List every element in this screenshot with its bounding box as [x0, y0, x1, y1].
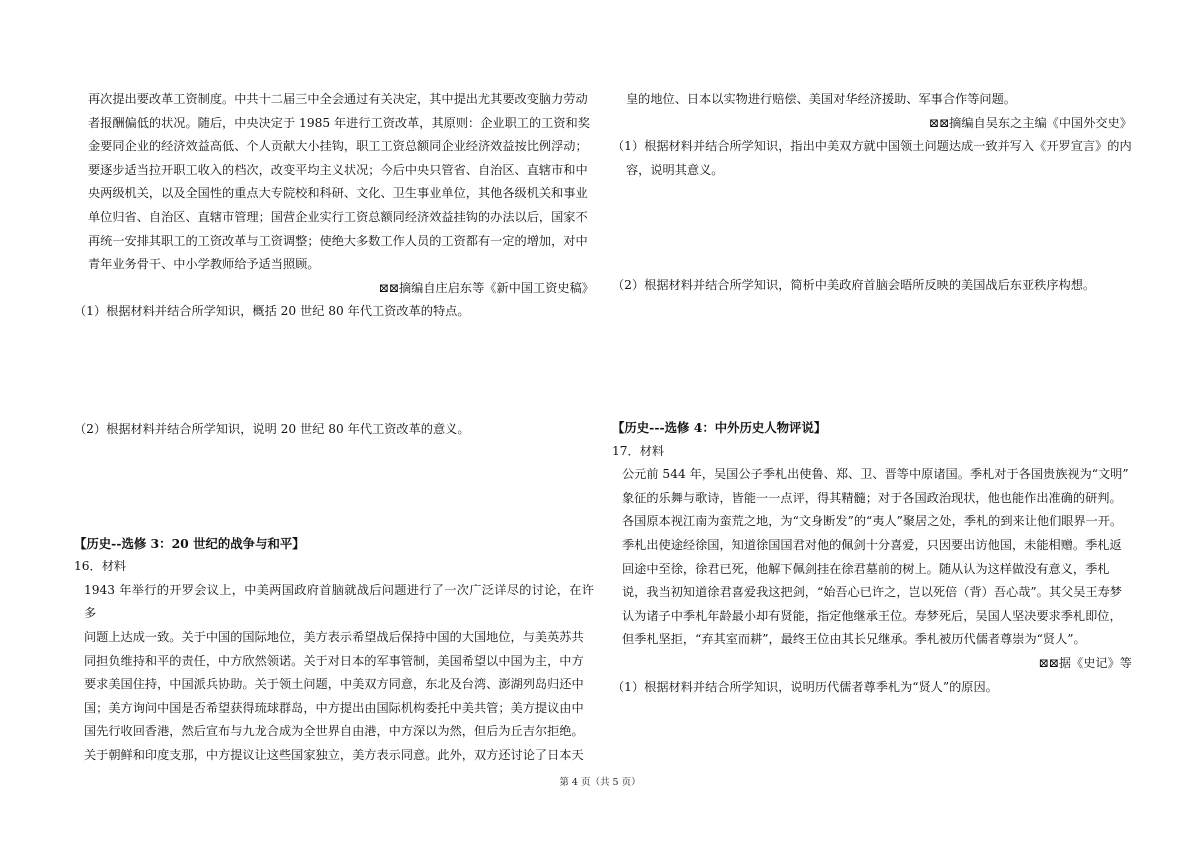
- right-column: [612, 88, 1132, 699]
- material-line: 关于朝鲜和印度支那，中方提议让这些国家独立，美方表示同意。此外，双方还讨论了日本天: [84, 747, 584, 762]
- material-line: 央两级机关，以及全国性的重点大专院校和科研、文化、卫生事业单位，其他各级机关和事业: [88, 186, 588, 201]
- section-title-elective-3: 【历史--选修 3：20 世纪的战争与和平】: [74, 535, 305, 551]
- section-title-elective-4: 【历史---选修 4：中外历史人物评说】: [612, 419, 827, 435]
- material-line: 回途中至徐，徐君已死，他解下佩剑挂在徐君墓前的树上。随从认为这样做没有意义，季札: [622, 561, 1110, 576]
- material-line: 要求美国住持，中国派兵协助。关于领土问题，中美双方同意，东北及台湾、澎湖列岛归还中: [84, 677, 584, 692]
- question-17-material: [612, 463, 1132, 652]
- material-line: 1943 年举行的开罗会议上，中美两国政府首脑就战后问题进行了一次广泛详尽的讨论，在许多: [84, 582, 594, 621]
- material-line: 说，我当初知道徐君喜爱我这把剑，“始吾心已许之，岂以死倍（背）吾心哉”。其父吴王寿梦: [622, 585, 1122, 600]
- material-source: ⊠⊠摘编自庄启东等《新中国工资史稿》: [378, 280, 594, 295]
- question-1: （1）根据材料并结合所学知识，概括 20 世纪 80 年代工资改革的特点。: [74, 304, 470, 319]
- question-2: （2）根据材料并结合所学知识，说明 20 世纪 80 年代工资改革的意义。: [74, 421, 470, 436]
- material-source: ⊠⊠摘编自吴东之主编《中国外交史》: [928, 115, 1132, 130]
- question-17-label: 17．材料: [612, 443, 665, 458]
- material-line: 皇的地位、日本以实物进行赔偿、美国对华经济援助、军事合作等问题。: [626, 92, 1016, 106]
- question-1-line: 容，说明其意义。: [626, 162, 724, 177]
- material-line: 再统一安排其职工的工资改革与工资调整；使绝大多数工作人员的工资都有一定的增加，对中: [88, 233, 588, 248]
- question-2: （2）根据材料并结合所学知识，简析中美政府首脑会晤所反映的美国战后东亚秩序构想。: [612, 278, 1096, 293]
- continued-material: [612, 88, 1132, 112]
- material-line: 要逐步适当拉开职工收入的档次，改变平均主义状况；今后中央只管省、自治区、直辖市和中: [88, 162, 588, 177]
- material-line: 国先行收回香港，然后宣布与九龙合成为全世界自由港，中方深以为然，但后为丘吉尔拒绝。: [84, 724, 584, 739]
- material-paragraph: [74, 88, 594, 277]
- material-line: 象征的乐舞与歌诗，皆能一一点评，得其精髓；对于各国政治现状，他也能作出准确的研判。: [622, 490, 1122, 505]
- material-line: 公元前 544 年，吴国公子季札出使鲁、郑、卫、晋等中原诸国。季札对于各国贵族视为“文明”: [622, 467, 1129, 482]
- material-line: 金要同企业的经济效益高低、个人贡献大小挂钩，职工工资总额同企业经济效益按比例浮动；: [88, 139, 588, 154]
- material-line: 再次提出要改革工资制度。中共十二届三中全会通过有关决定，其中提出尤其要改变脑力劳动: [88, 92, 588, 106]
- question-16-label: 16．材料: [74, 559, 127, 574]
- question-17-1: （1）根据材料并结合所学知识，说明历代儒者尊季札为“贤人”的原因。: [612, 679, 998, 694]
- material-line: 问题上达成一致。关于中国的国际地位，美方表示希望战后保持中国的大国地位，与美英苏共: [84, 629, 584, 644]
- material-line: 青年业务骨干、中小学教师给予适当照顾。: [88, 257, 320, 272]
- question-16-material: [74, 579, 594, 768]
- material-line: 季札出使途经徐国，知道徐国国君对他的佩剑十分喜爱，只因要出访他国，未能相赠。季札返: [622, 537, 1122, 552]
- material-line: 各国原本视江南为蛮荒之地，为“文身断发”的“夷人”聚居之处，季札的到来让他们眼界一开。: [622, 514, 1123, 529]
- material-source: ⊠⊠据《史记》等: [1038, 655, 1132, 670]
- question-1: [612, 135, 1132, 182]
- page-footer: 第 4 页（共 5 页）: [559, 777, 641, 788]
- material-line: 者报酬偏低的状况。随后，中央决定于 1985 年进行工资改革，其原则：企业职工的工资和奖: [88, 115, 590, 130]
- question-1-line: （1）根据材料并结合所学知识，指出中美双方就中国领土问题达成一致并写入《开罗宣言》的内: [612, 139, 1132, 154]
- material-line: 同担负维持和平的责任，中方欣然领诺。关于对日本的军事管制，美国希望以中国为主，中方: [84, 653, 584, 668]
- material-line: 但季札坚拒，“弃其室而耕”，最终王位由其长兄继承。季札被历代儒者尊崇为“贤人”。: [622, 632, 1086, 647]
- material-line: 单位归省、自治区、直辖市管理；国营企业实行工资总额同经济效益挂钩的办法以后，国家不: [88, 209, 588, 224]
- material-line: 国；美方询问中国是否希望获得琉球群岛，中方提出由国际机构委托中美共管；美方提议由中: [84, 700, 584, 715]
- material-line: 认为诸子中季札年龄最小却有贤能，指定他继承王位。寿梦死后，吴国人坚决要求季札即位，: [622, 608, 1122, 623]
- left-column: [74, 88, 594, 767]
